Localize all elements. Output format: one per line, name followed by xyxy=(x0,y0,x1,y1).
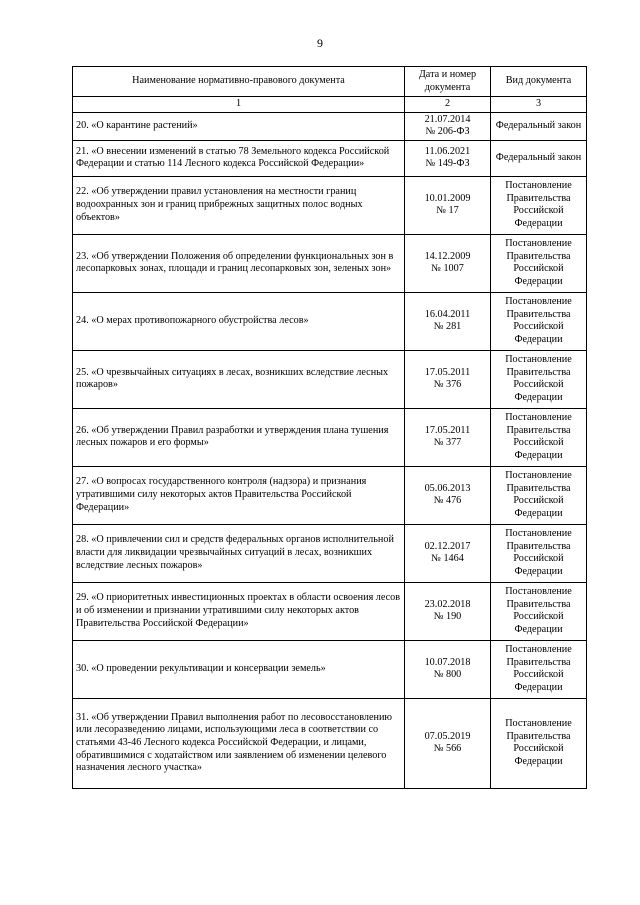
header-date: Дата и номер документа xyxy=(405,67,491,97)
table-row xyxy=(73,408,587,466)
document-kind: Постановление Правительства Российской Федерации xyxy=(491,698,587,788)
document-number: № 377 xyxy=(433,437,462,449)
header-kind: Вид документа xyxy=(491,67,587,97)
table-row xyxy=(73,176,587,234)
document-number: № 476 xyxy=(433,495,462,507)
table-row xyxy=(73,140,587,176)
document-name: 20. «О карантине растений» xyxy=(73,112,405,140)
document-date-number xyxy=(405,698,491,788)
document-date-number xyxy=(405,466,491,524)
document-date-number xyxy=(405,234,491,292)
table-row xyxy=(73,234,587,292)
document-number: № 1007 xyxy=(431,263,464,275)
document-number: № 17 xyxy=(436,205,459,217)
table-row xyxy=(73,350,587,408)
document-name: 29. «О приоритетных инвестиционных проектах в области освоения лесов и об изменении и признании утратившими силу некоторых актов Правительства Российской Федерации» xyxy=(73,582,405,640)
table-header-row xyxy=(73,67,587,97)
document-date: 21.07.2014 xyxy=(424,113,471,125)
document-name: 27. «О вопросах государственного контроля (надзора) и признания утратившими силу некоторых актов Правительства Российской Федерации» xyxy=(73,466,405,524)
table-row xyxy=(73,112,587,140)
column-number: 2 xyxy=(405,97,491,113)
document-kind: Постановление Правительства Российской Федерации xyxy=(491,524,587,582)
document-number: № 149-ФЗ xyxy=(425,158,470,170)
document-name: 31. «Об утверждении Правил выполнения работ по лесовосстановлению или лесоразведению лицами, использующими леса в соответствии со статьями 43-46 Лесного кодекса Российской Федерации, и лицами, обратившимися с ходатайством или заявлением об изменении целевого назначения лесного участка» xyxy=(73,698,405,788)
document-date: 10.01.2009 xyxy=(424,192,471,204)
document-date: 02.12.2017 xyxy=(424,540,471,552)
document-date: 07.05.2019 xyxy=(424,730,471,742)
document-name: 21. «О внесении изменений в статью 78 Земельного кодекса Российской Федерации и статью 114 Лесного кодекса Российской Федерации» xyxy=(73,140,405,176)
document-name: 28. «О привлечении сил и средств федеральных органов исполнительной власти для ликвидации чрезвычайных ситуаций в лесах, возникших вследствие лесных пожаров» xyxy=(73,524,405,582)
document-date-number xyxy=(405,140,491,176)
table-row xyxy=(73,466,587,524)
document-kind: Постановление Правительства Российской Федерации xyxy=(491,408,587,466)
document-number: № 566 xyxy=(433,743,462,755)
document-date: 16.04.2011 xyxy=(424,308,471,320)
document-number: № 190 xyxy=(433,611,462,623)
document-kind: Постановление Правительства Российской Федерации xyxy=(491,176,587,234)
document-date-number xyxy=(405,292,491,350)
column-number: 1 xyxy=(73,97,405,113)
document-kind: Постановление Правительства Российской Федерации xyxy=(491,350,587,408)
document-date-number xyxy=(405,408,491,466)
column-number: 3 xyxy=(491,97,587,113)
document-date: 23.02.2018 xyxy=(424,598,471,610)
document-kind: Постановление Правительства Российской Федерации xyxy=(491,466,587,524)
document-kind: Постановление Правительства Российской Федерации xyxy=(491,234,587,292)
document-name: 22. «Об утверждении правил установления на местности границ водоохранных зон и границ прибрежных защитных полос водных объектов» xyxy=(73,176,405,234)
document-name: 26. «Об утверждении Правил разработки и утверждения плана тушения лесных пожаров и его формы» xyxy=(73,408,405,466)
document-number: № 206-ФЗ xyxy=(425,126,470,138)
document-date-number xyxy=(405,524,491,582)
document-kind: Постановление Правительства Российской Федерации xyxy=(491,292,587,350)
table-row xyxy=(73,582,587,640)
column-number-row xyxy=(73,97,587,113)
document-kind: Федеральный закон xyxy=(491,112,587,140)
document-date-number xyxy=(405,350,491,408)
documents-table xyxy=(72,66,587,789)
document-date: 11.06.2021 xyxy=(424,145,471,157)
document-date-number xyxy=(405,112,491,140)
table-row xyxy=(73,524,587,582)
table-row xyxy=(73,292,587,350)
document-date: 10.07.2018 xyxy=(424,656,471,668)
document-kind: Постановление Правительства Российской Федерации xyxy=(491,640,587,698)
document-date-number xyxy=(405,176,491,234)
document-date: 17.05.2011 xyxy=(424,424,471,436)
document-number: № 800 xyxy=(433,669,462,681)
document-number: № 376 xyxy=(433,379,462,391)
document-date: 05.06.2013 xyxy=(424,482,471,494)
document-kind: Федеральный закон xyxy=(491,140,587,176)
document-kind: Постановление Правительства Российской Федерации xyxy=(491,582,587,640)
document-name: 30. «О проведении рекультивации и консервации земель» xyxy=(73,640,405,698)
document-name: 25. «О чрезвычайных ситуациях в лесах, возникших вследствие лесных пожаров» xyxy=(73,350,405,408)
document-date-number xyxy=(405,640,491,698)
table-row xyxy=(73,640,587,698)
header-name: Наименование нормативно-правового документа xyxy=(73,67,405,97)
document-date: 17.05.2011 xyxy=(424,366,471,378)
document-date: 14.12.2009 xyxy=(424,250,471,262)
document-number: № 1464 xyxy=(431,553,464,565)
document-number: № 281 xyxy=(433,321,462,333)
table-row xyxy=(73,698,587,788)
document-name: 24. «О мерах противопожарного обустройства лесов» xyxy=(73,292,405,350)
document-date-number xyxy=(405,582,491,640)
page-number: 9 xyxy=(317,36,323,50)
document-name: 23. «Об утверждении Положения об определении функциональных зон в лесопарковых зонах, площади и границ лесопарковых зон, зеленых зон» xyxy=(73,234,405,292)
